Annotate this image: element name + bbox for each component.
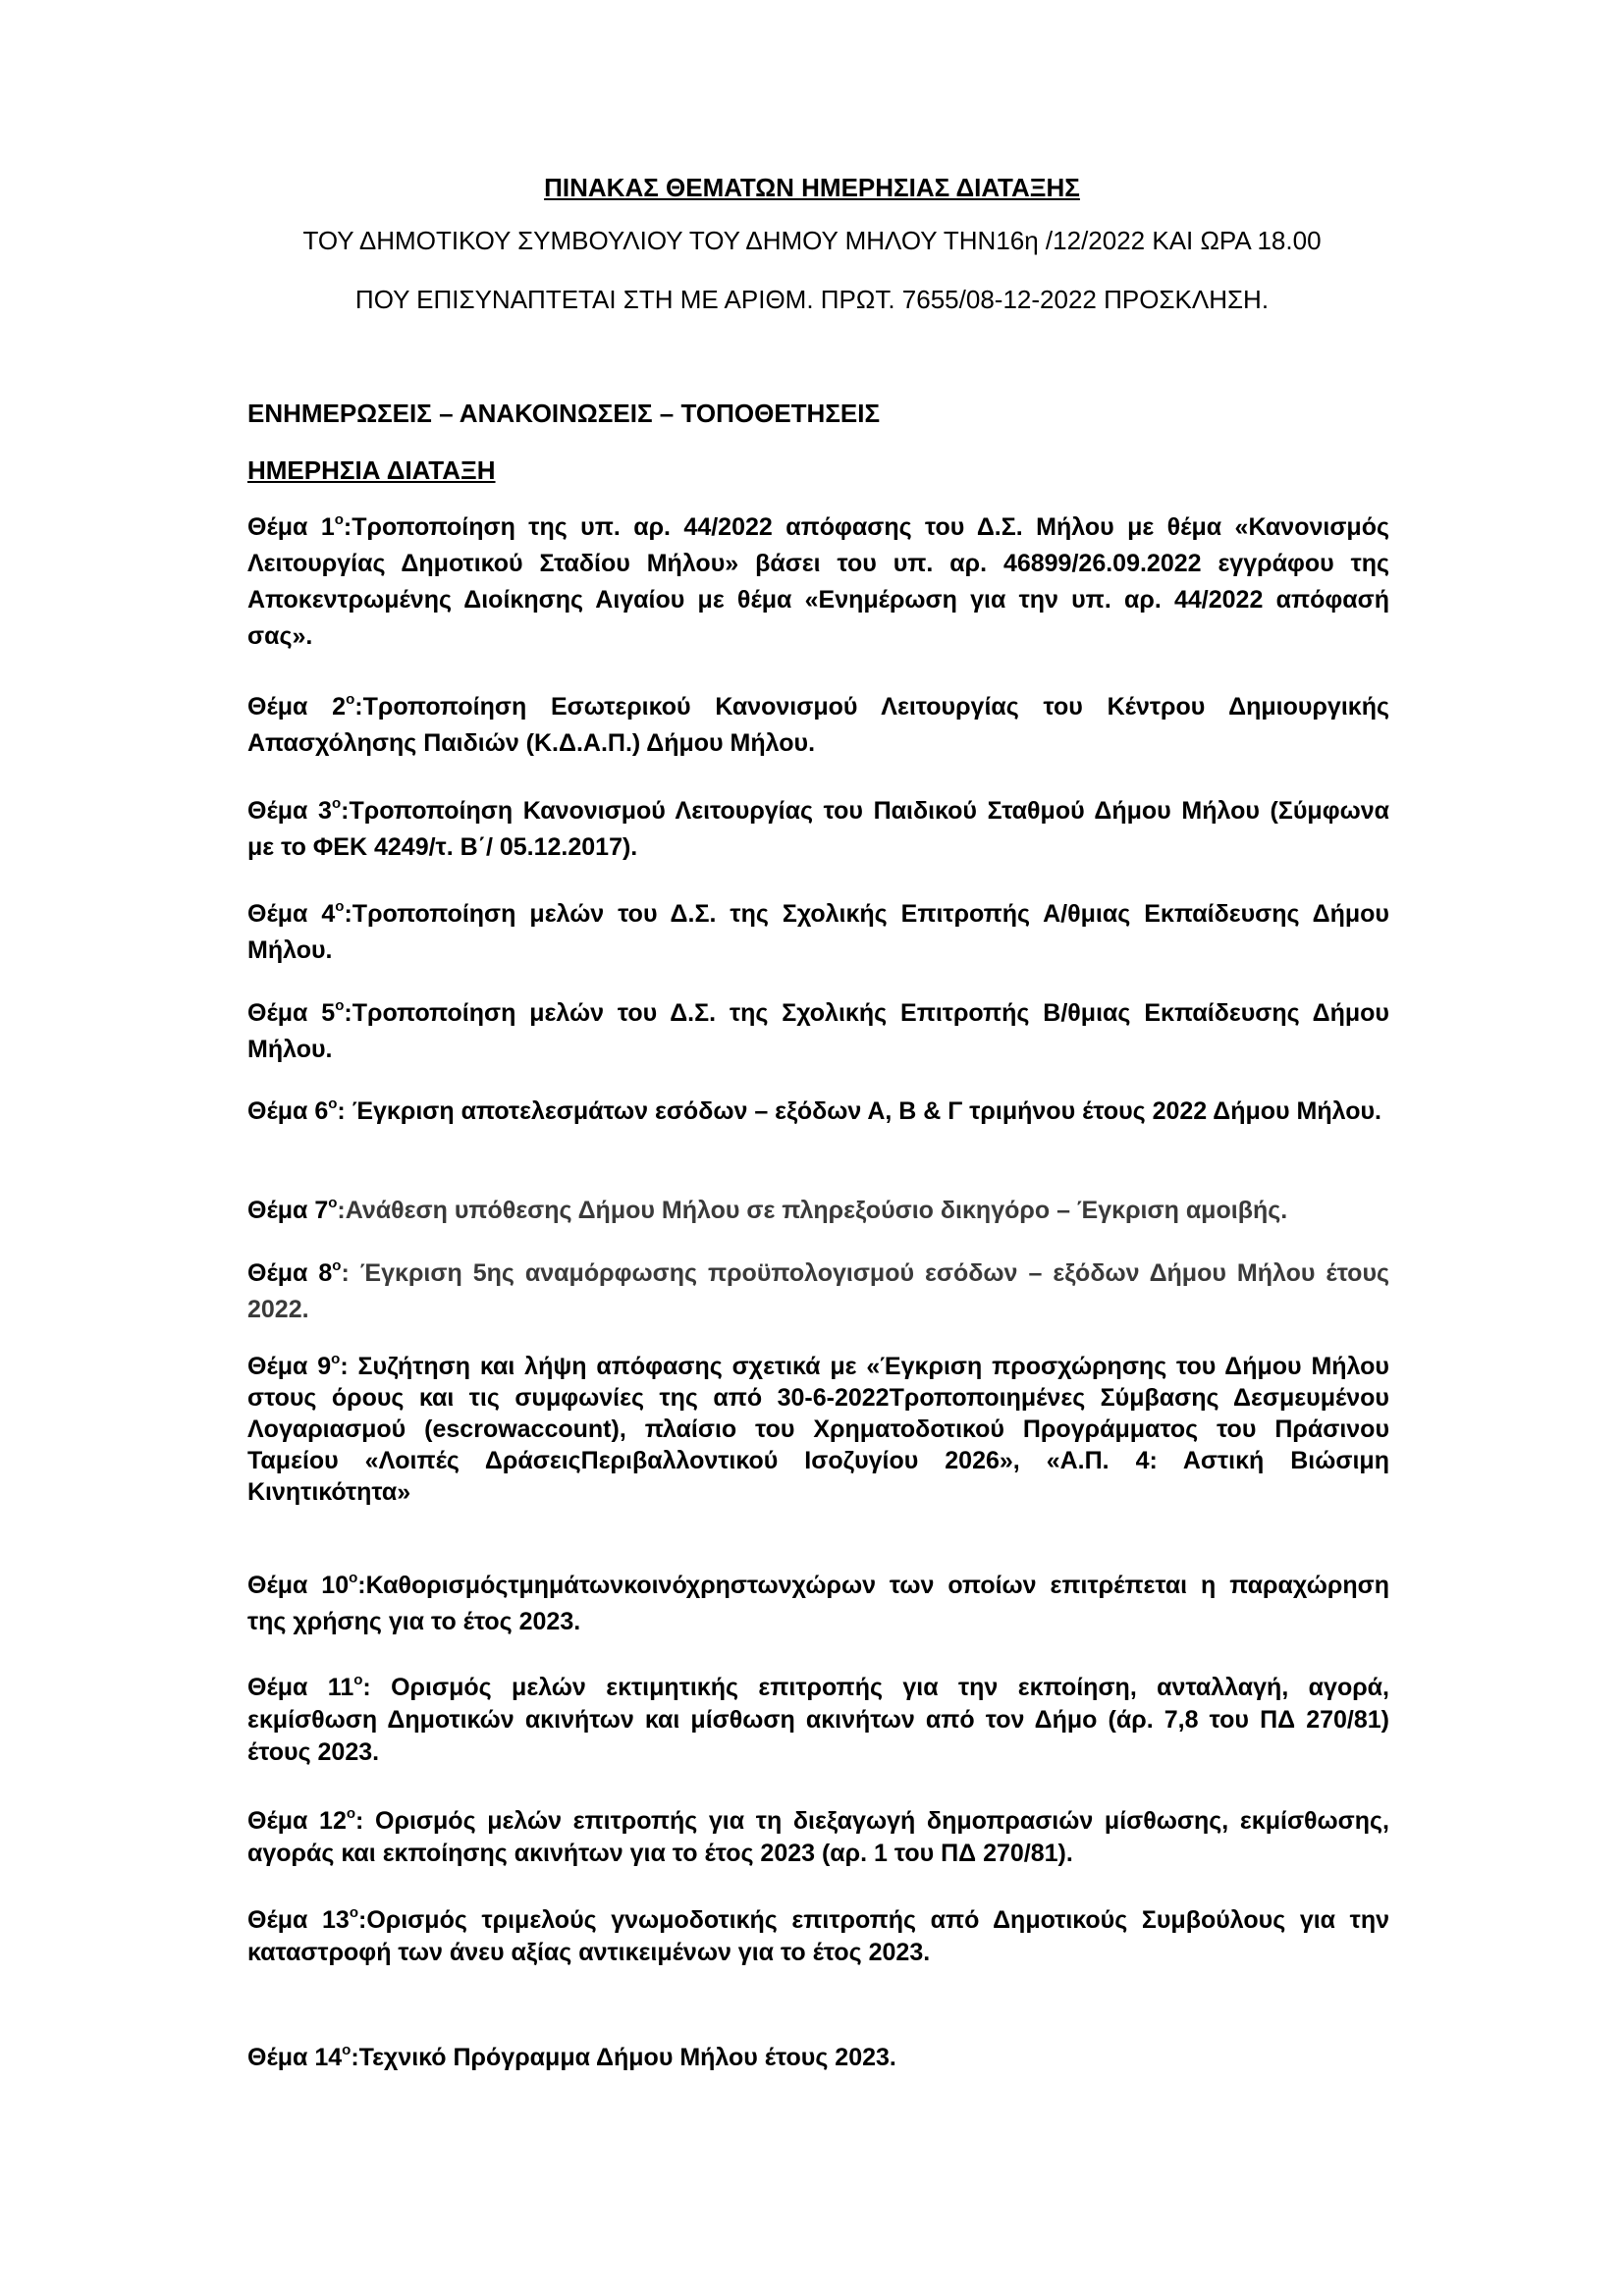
item-ordinal: ο	[346, 1805, 356, 1822]
item-text: : Συζήτηση και λήψη απόφασης σχετικά με «Έγκριση προσχώρησης του Δήμου Μήλου στους όρους και τις συμφωνίες της από 30-6-2022Τροποποιημένες Σύμβασης Δεσμευμένου Λογαριασμού (escrowaccount), πλαίσιο του Χρηματοδοτικού Προγράμματος του Πράσινου Ταμείου «Λοιπές ΔράσειςΠεριβαλλοντικού Ισοζυγίου 2026», «Α.Π. 4: Αστική Βιώσιμη Κινητικότητα»	[247, 1353, 1389, 1506]
item-ordinal: ο	[353, 1672, 363, 1688]
agenda-item	[247, 1255, 1389, 1328]
item-label: Θέμα 10	[247, 1572, 350, 1599]
item-text: : Έγκριση 5ης αναμόρφωσης προϋπολογισμού εσόδων – εξόδων Δήμου Μήλου έτους 2022.	[247, 1259, 1389, 1323]
item-label: Θέμα 9	[247, 1353, 332, 1380]
agenda-item	[247, 995, 1389, 1068]
item-ordinal: ο	[342, 2042, 352, 2058]
agenda-item	[247, 509, 1389, 655]
item-label: Θέμα 4	[247, 900, 336, 928]
agenda-item	[247, 1568, 1389, 1640]
item-ordinal: ο	[328, 1095, 338, 1112]
item-text: :Τροποποίηση Εσωτερικού Κανονισμού Λειτουργίας του Κέντρου Δημιουργικής Απασχόλησης Παιδιών (Κ.Δ.Α.Π.) Δήμου Μήλου.	[247, 693, 1389, 757]
agenda-item	[247, 896, 1389, 969]
announcements-heading: ΕΝΗΜΕΡΩΣΕΙΣ – ΑΝΑΚΟΙΝΩΣΕΙΣ – ΤΟΠΟΘΕΤΗΣΕΙΣ	[247, 399, 881, 428]
item-ordinal: ο	[334, 511, 344, 528]
item-label: Θέμα 3	[247, 797, 332, 825]
item-text: :Καθορισμόςτμημάτωνκοινόχρηστωνχώρων των οποίων επιτρέπεται η παραχώρηση της χρήσης για το έτος 2023.	[247, 1572, 1389, 1635]
item-label: Θέμα 13	[247, 1906, 350, 1934]
item-text: : Έγκριση αποτελεσμάτων εσόδων – εξόδων Α, Β & Γ τριμήνου έτους 2022 Δήμου Μήλου.	[337, 1097, 1381, 1125]
item-label: Θέμα 11	[247, 1674, 354, 1701]
item-ordinal: ο	[328, 1195, 338, 1211]
agenda-heading: ΗΜΕΡΗΣΙΑ ΔΙΑΤΑΞΗ	[247, 455, 496, 485]
agenda-item	[247, 1672, 1389, 1769]
item-text: :Ορισμός τριμελούς γνωμοδοτικής επιτροπής από Δημοτικούς Συμβούλους για την καταστροφή των άνευ αξίας αντικειμένων για το έτος 2023.	[247, 1906, 1389, 1966]
item-text: :Τροποποίηση μελών του Δ.Σ. της Σχολικής Επιτροπής Β/θμιας Εκπαίδευσης Δήμου Μήλου.	[247, 999, 1389, 1063]
item-label: Θέμα 5	[247, 999, 336, 1027]
item-label: Θέμα 12	[247, 1807, 347, 1835]
item-ordinal: ο	[332, 1257, 342, 1274]
item-text: :Ανάθεση υπόθεσης Δήμου Μήλου σε πληρεξούσιο δικηγόρο – Έγκριση αμοιβής.	[337, 1197, 1288, 1224]
meeting-subtitle: ΤΟΥ ΔΗΜΟΤΙΚΟΥ ΣΥΜΒΟΥΛΙΟΥ ΤΟΥ ΔΗΜΟΥ ΜΗΛΟΥ ΤΗΝ16η /12/2022 ΚΑΙ ΩΡΑ 18.00	[302, 226, 1322, 255]
item-label: Θέμα 6	[247, 1097, 329, 1125]
agenda-item	[247, 1094, 1389, 1130]
item-ordinal: ο	[346, 691, 355, 708]
agenda-item	[247, 1193, 1389, 1229]
item-label: Θέμα 7	[247, 1197, 329, 1224]
item-text: :Τροποποίηση της υπ. αρ. 44/2022 απόφασης του Δ.Σ. Μήλου με θέμα «Κανονισμός Λειτουργίας Δημοτικού Σταδίου Μήλου» βάσει του υπ. αρ. 46899/26.09.2022 εγγράφου της Αποκεντρωμένης Διοίκησης Αιγαίου με θέμα «Ενημέρωση για την υπ. αρ. 44/2022 απόφασή σας».	[247, 513, 1389, 650]
document-title: ΠΙΝΑΚΑΣ ΘΕΜΑΤΩΝ ΗΜΕΡΗΣΙΑΣ ΔΙΑΤΑΞΗΣ	[544, 173, 1080, 202]
item-ordinal: ο	[335, 898, 345, 915]
item-text: :Τροποποίηση μελών του Δ.Σ. της Σχολικής Επιτροπής Α/θμιας Εκπαίδευσης Δήμου Μήλου.	[247, 900, 1389, 964]
item-label: Θέμα 8	[247, 1259, 333, 1287]
agenda-item	[247, 689, 1389, 762]
item-ordinal: ο	[349, 1570, 358, 1586]
item-label: Θέμα 1	[247, 513, 335, 541]
item-text: : Ορισμός μελών εκτιμητικής επιτροπής για την εκποίηση, ανταλλαγή, αγορά, εκμίσθωση Δημοτικών ακινήτων και μίσθωση ακινήτων από τον Δήμο (άρ. 7,8 του ΠΔ 270/81) έτους 2023.	[247, 1674, 1389, 1766]
agenda-item	[247, 1805, 1389, 1870]
agenda-item	[247, 1351, 1389, 1508]
item-text: :Τεχνικό Πρόγραμμα Δήμου Μήλου έτους 2023.	[351, 2044, 896, 2071]
item-ordinal: ο	[331, 795, 342, 812]
item-text: :Τροποποίηση Κανονισμού Λειτουργίας του Παιδικού Σταθμού Δήμου Μήλου (Σύμφωνα με το ΦΕΚ 4249/τ. Β΄/ 05.12.2017).	[247, 797, 1389, 861]
agenda-item	[247, 793, 1389, 866]
item-ordinal: ο	[349, 1904, 358, 1921]
agenda-item	[247, 2040, 1389, 2076]
item-label: Θέμα 14	[247, 2044, 343, 2071]
item-ordinal: ο	[331, 1351, 341, 1367]
invitation-reference: ΠΟΥ ΕΠΙΣΥΝΑΠΤΕΤΑΙ ΣΤΗ ΜΕ ΑΡΙΘΜ. ΠΡΩΤ. 7655/08-12-2022 ΠΡΟΣΚΛΗΣΗ.	[354, 285, 1270, 314]
item-text: : Ορισμός μελών επιτροπής για τη διεξαγωγή δημοπρασιών μίσθωσης, εκμίσθωσης, αγοράς και εκποίησης ακινήτων για το έτος 2023 (αρ. 1 του ΠΔ 270/81).	[247, 1807, 1389, 1867]
item-label: Θέμα 2	[247, 693, 347, 721]
agenda-item	[247, 1904, 1389, 1969]
item-ordinal: ο	[335, 997, 345, 1014]
